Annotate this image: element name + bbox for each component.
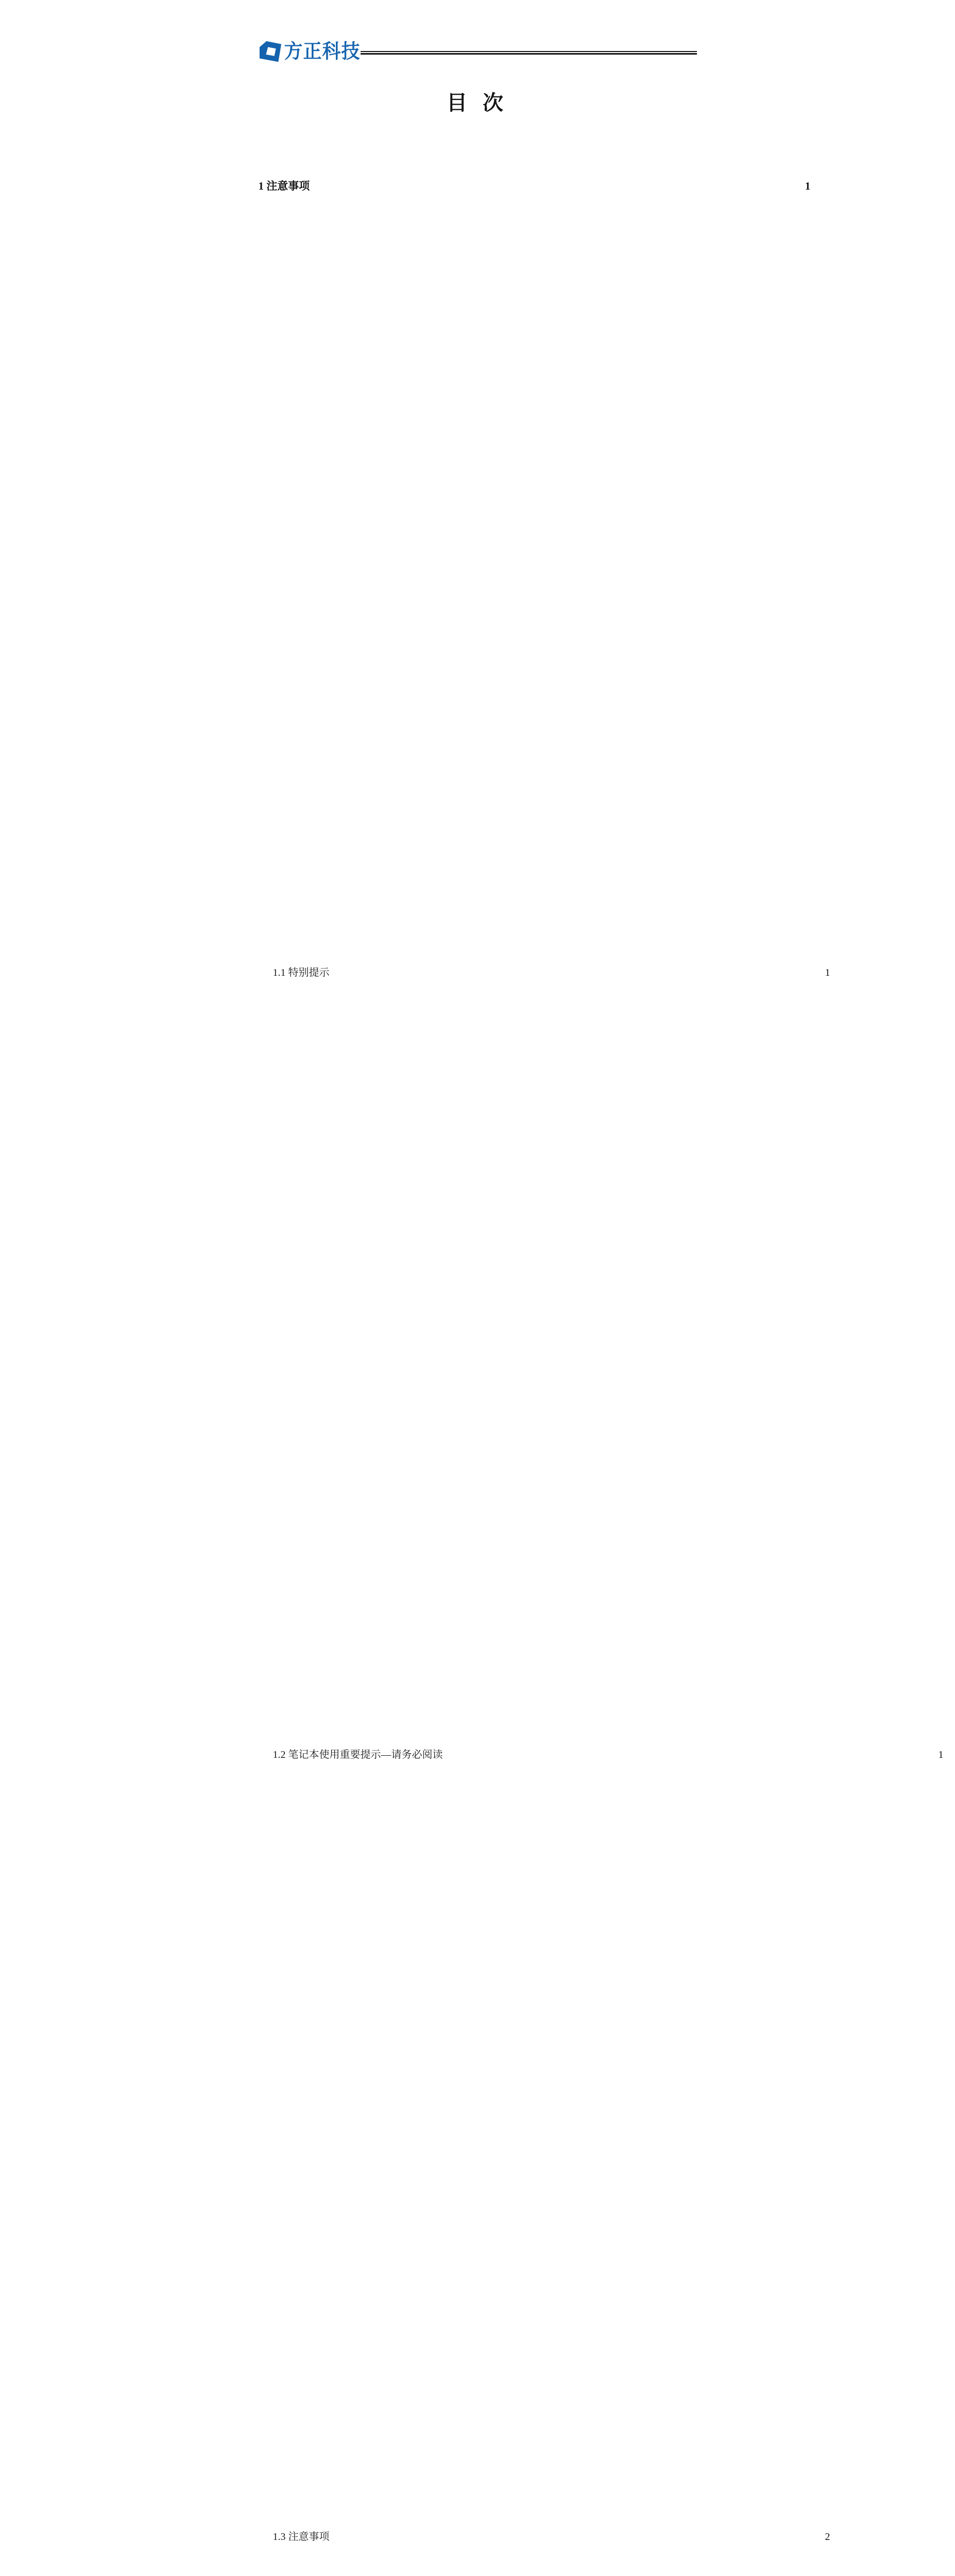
toc-section-items <box>259 926 697 2576</box>
document-page <box>201 0 755 782</box>
toc-entry-page-number: 1 <box>448 1708 955 2490</box>
toc-section-heading <box>259 140 697 922</box>
toc-entry-label: 1 注意事项 <box>259 179 310 193</box>
table-of-contents <box>259 140 697 2576</box>
toc-item <box>273 1708 697 2490</box>
toc-entry-page-number: 1 <box>314 140 868 922</box>
toc-section <box>259 140 697 2576</box>
page-title: 目 次 <box>259 87 697 116</box>
toc-entry-page-number: 2 <box>334 2490 888 2576</box>
brand-name: 方正科技 <box>284 42 361 61</box>
toc-entry-label: 1.2 笔记本使用重要提示—请务必阅读 <box>273 1748 443 1762</box>
page-header <box>259 39 697 64</box>
brand-logo <box>259 40 361 63</box>
founder-logo-icon <box>259 40 282 63</box>
header-rule <box>361 51 697 55</box>
toc-entry-label: 1.3 注意事项 <box>273 2530 330 2544</box>
toc-item <box>273 2490 697 2576</box>
toc-entry-label: 1.1 特别提示 <box>273 965 330 980</box>
toc-entry-page-number: 1 <box>334 926 888 1708</box>
toc-item <box>273 926 697 1708</box>
